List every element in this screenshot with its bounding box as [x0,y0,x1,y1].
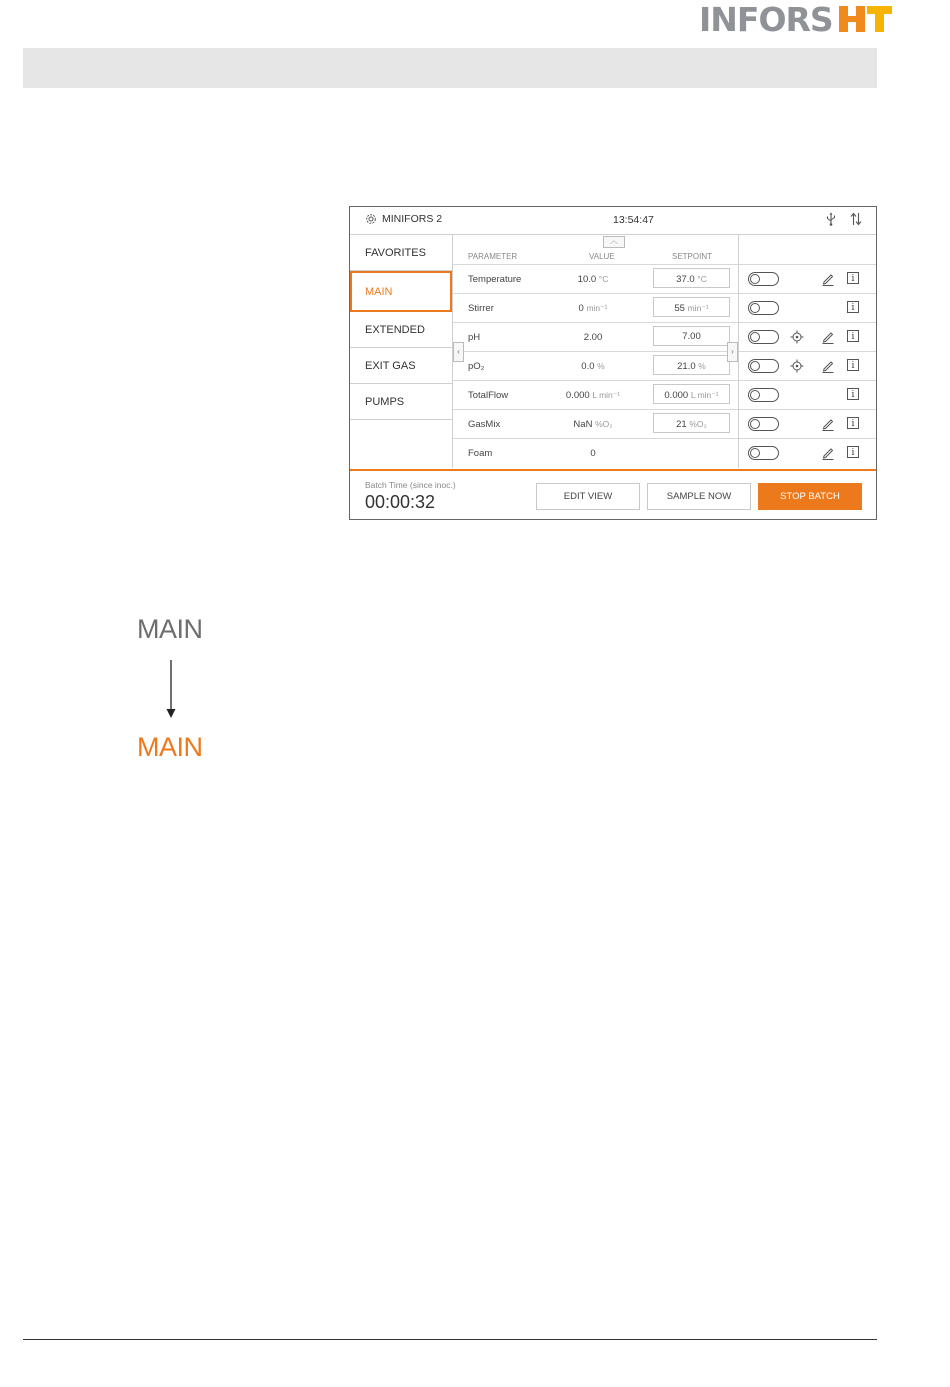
screen-topbar [350,207,876,235]
edit-icon[interactable] [821,330,835,347]
setpoint-unit: min⁻¹ [687,303,709,313]
setpoint-unit: L min⁻¹ [690,390,719,400]
value-number: 0.000 [565,390,590,401]
column-header-parameter: PARAMETER [468,252,518,261]
info-icon[interactable]: i [847,446,859,458]
scroll-right-button[interactable]: › [727,342,738,362]
setpoint-number: 0.000 [664,390,689,401]
setpoint-number: 55 [674,303,685,314]
device-name: MINIFORS 2 [382,213,443,225]
table-row [453,409,739,438]
edit-icon[interactable] [821,272,835,289]
calibrate-icon[interactable] [790,330,804,347]
parameter-value [563,419,623,430]
scroll-up-button[interactable]: ︿ [603,236,625,248]
value-number: 2.00 [583,332,603,343]
parameter-table [453,235,739,468]
sample-now-button[interactable]: SAMPLE NOW [647,483,751,510]
table-row [453,293,739,322]
down-arrow-icon [164,660,178,720]
table-row [453,380,739,409]
control-row [739,322,876,351]
nav-favorites[interactable]: FAVORITES [350,235,452,271]
parameter-value [563,274,623,285]
control-row [739,293,876,322]
column-header-setpoint: SETPOINT [672,252,713,261]
value-number: 0.0 [581,361,595,372]
setpoint-number: 37.0 [676,274,695,285]
control-toggle[interactable] [748,330,779,344]
parameter-name: Stirrer [468,303,494,314]
batch-time-label: Batch Time (since inoc.) [365,480,456,490]
control-row [739,438,876,467]
value-unit: % [597,361,605,371]
bottom-bar [350,469,876,519]
parameter-value [563,390,623,401]
info-icon[interactable]: i [847,272,859,284]
control-toggle[interactable] [748,446,779,460]
gear-icon [365,213,377,225]
footer-rule [23,1339,877,1340]
setpoint-input[interactable] [653,413,730,433]
main-label-active: MAIN [137,732,203,762]
value-unit: %O₂ [595,419,613,429]
value-number: NaN [573,419,593,430]
stop-batch-button[interactable]: STOP BATCH [758,483,862,510]
nav-exit-gas[interactable]: EXIT GAS [350,348,452,384]
parameter-name: pO₂ [468,361,485,372]
device-screen [349,206,877,520]
nav-main[interactable]: MAIN [350,271,452,312]
value-number: 10.0 [577,274,597,285]
nav-pumps[interactable]: PUMPS [350,384,452,420]
info-icon[interactable]: i [847,359,859,371]
edit-icon[interactable] [821,359,835,376]
infors-logo [699,0,893,39]
edit-icon[interactable] [821,446,835,463]
setpoint-number: 21.0 [677,361,696,372]
control-toggle[interactable] [748,272,779,286]
device-menu[interactable] [365,213,442,225]
parameter-name: Temperature [468,274,522,285]
column-header-value: VALUE [589,252,615,261]
control-toggle[interactable] [748,417,779,431]
setpoint-input[interactable] [653,297,730,317]
edit-view-button[interactable]: EDIT VIEW [536,483,640,510]
transfer-arrows-icon[interactable] [850,212,862,226]
control-toggle[interactable] [748,388,779,402]
nav-extended[interactable]: EXTENDED [350,312,452,348]
setpoint-unit: % [698,361,706,371]
info-icon[interactable]: i [847,301,859,313]
table-row [453,351,739,380]
control-row [739,264,876,293]
control-column [739,235,876,468]
control-row [739,380,876,409]
parameter-value [563,332,623,343]
sidebar-nav [350,235,453,468]
control-toggle[interactable] [748,359,779,373]
setpoint-number: 7.00 [682,331,701,342]
parameter-name: pH [468,332,481,343]
info-icon[interactable]: i [847,330,859,342]
batch-time-value: 00:00:32 [365,492,436,512]
parameter-value [563,303,623,314]
main-label-inactive: MAIN [137,614,203,644]
value-unit: min⁻¹ [586,303,608,313]
setpoint-input[interactable] [653,384,730,404]
info-icon[interactable]: i [847,417,859,429]
setpoint-number: 21 [676,419,687,430]
value-unit: °C [598,274,609,284]
control-row [739,409,876,438]
table-row [453,438,739,467]
control-toggle[interactable] [748,301,779,315]
control-row [739,351,876,380]
value-number: 0 [590,448,596,459]
parameter-name: TotalFlow [468,390,509,401]
parameter-name: GasMix [468,419,501,430]
scroll-left-button[interactable]: ‹ [453,342,464,362]
setpoint-input[interactable] [653,268,730,288]
edit-icon[interactable] [821,417,835,434]
table-row [453,322,739,351]
clock: 13:54:47 [613,214,654,226]
parameter-value [563,448,623,459]
setpoint-input[interactable] [653,355,730,375]
parameter-name: Foam [468,448,493,459]
ht-logo-mark [837,5,893,33]
header-band [23,48,877,88]
setpoint-unit: %O₂ [689,419,707,429]
value-number: 0 [578,303,584,314]
info-icon[interactable]: i [847,388,859,400]
setpoint-unit: °C [697,274,707,284]
table-row [453,264,739,293]
value-unit: L min⁻¹ [592,390,621,400]
usb-icon[interactable] [826,212,836,226]
setpoint-input[interactable] [653,326,730,346]
parameter-value [563,361,623,372]
calibrate-icon[interactable] [790,359,804,376]
logo-text: INFORS [699,0,833,39]
